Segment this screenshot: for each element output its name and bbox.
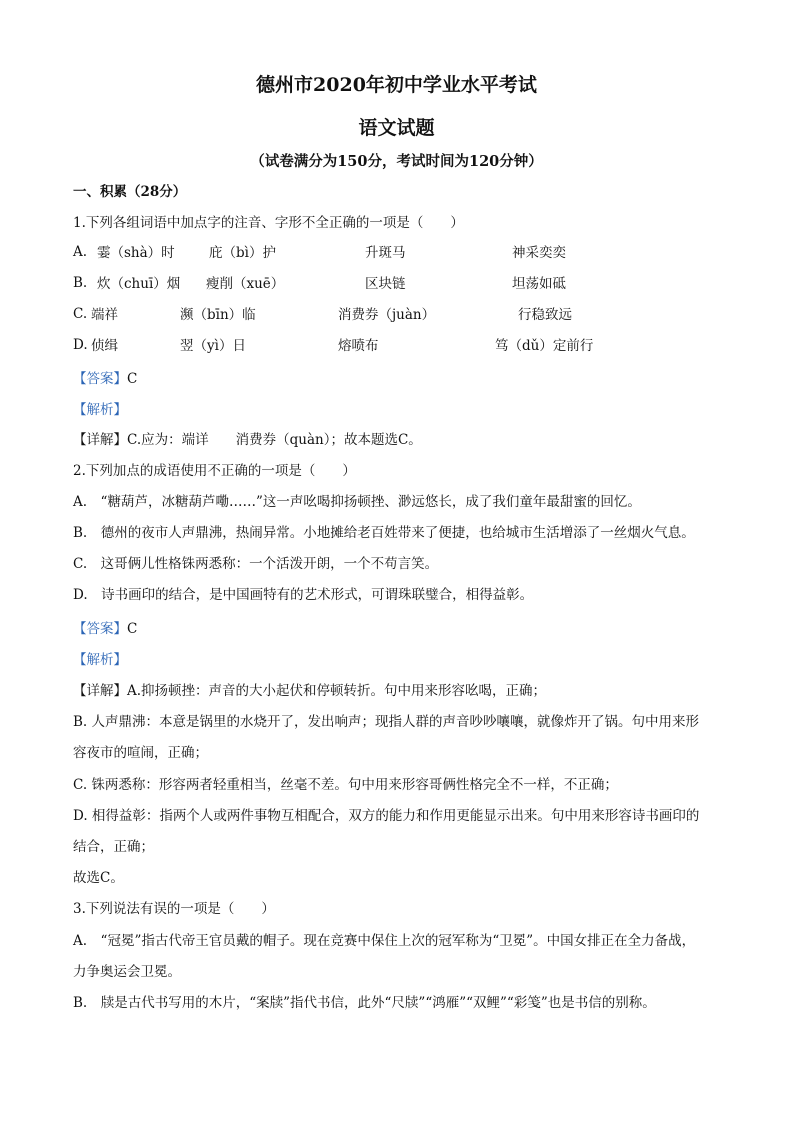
q1-option-label: D. (73, 337, 88, 353)
q1-option-label: B. (73, 275, 88, 291)
detail-text: A.抑扬顿挫：声音的大小起伏和停顿转折。句中用来形容吆喝，正确； (127, 683, 547, 699)
detail-tag: 【详解】 (73, 432, 127, 448)
answer-tag: 【答案】 (73, 371, 127, 387)
answer-value: C (127, 621, 138, 637)
exam-subtitle: 语文试题 (358, 117, 435, 139)
q2-analysis-tag: 【解析】 (73, 652, 127, 668)
q1-word: 翌（yì）日 (180, 338, 246, 354)
exam-note: （试卷满分为150分，考试时间为120分钟） (250, 153, 543, 170)
q2-detail-line: 容夜市的喧闹，正确； (73, 745, 208, 761)
answer-tag: 【答案】 (73, 621, 127, 637)
q1-option-label: A. (73, 244, 88, 260)
q2-option-b: B. 德州的夜市人声鼎沸，热闹异常。小地摊给老百姓带来了便捷，也给城市生活增添了一丝烟火气息。 (73, 525, 695, 541)
q1-word: 端祥 (91, 307, 118, 323)
q1-word: 庇（bì）护 (209, 245, 276, 261)
q1-word: 炊（chuī）烟 (97, 276, 181, 292)
q2-detail-line: D. 相得益彰：指两个人或两件事物互相配合，双方的能力和作用更能显示出来。句中用来形容诗书画印的 (73, 808, 700, 824)
q1-word: 濒（bīn）临 (180, 307, 256, 323)
q1-word: 消费券（juàn） (338, 307, 436, 323)
detail-tag: 【详解】 (73, 683, 127, 699)
q1-answer (73, 370, 137, 388)
q1-word: 瘦削（xuē） (206, 276, 285, 292)
q2-answer (73, 620, 137, 638)
q1-option-label: C. (73, 306, 88, 322)
answer-value: C (127, 371, 138, 387)
q2-option-a: A. “糖葫芦，冰糖葫芦嘞……”这一声吆喝抑扬顿挫、渺远悠长，成了我们童年最甜蜜的回忆。 (73, 494, 641, 510)
q2-detail-line: 结合，正确； (73, 839, 154, 855)
detail-text: C.应为：端详 消费券（quàn）；故本题选C。 (127, 432, 422, 448)
q1-word: 笃（dǔ）定前行 (495, 338, 594, 354)
q3-line: A. “冠冕”指古代帝王官员戴的帽子。现在竞赛中保住上次的冠军称为“卫冕”。中国女排正在全力备战， (73, 933, 696, 949)
q2-detail-line (73, 682, 546, 700)
q2-option-d: D. 诗书画印的结合，是中国画特有的艺术形式，可谓珠联璧合，相得益彰。 (73, 587, 534, 603)
q1-word: 行稳致远 (518, 307, 572, 323)
q2-detail-line: B. 人声鼎沸：本意是锅里的水烧开了，发出响声；现指人群的声音吵吵嚷嚷，就像炸开了锅。句中用来形 (73, 714, 700, 730)
q3-stem: 3.下列说法有误的一项是（ ） (73, 901, 275, 917)
q3-line: B. 牍是古代书写用的木片，“案牍”指代书信，此外“尺牍”“鸿雁”“双鲤”“彩笺”也是书信的别称。 (73, 995, 656, 1011)
q1-word: 坦荡如砥 (512, 276, 566, 292)
q1-word: 侦缉 (91, 338, 118, 354)
q1-word: 升斑马 (365, 245, 406, 261)
q2-detail-line: C. 铢两悉称：形容两者轻重相当，丝毫不差。句中用来形容哥俩性格完全不一样，不正确； (73, 777, 618, 793)
section-heading: 一、积累（28分） (73, 184, 187, 200)
q1-detail (73, 431, 422, 449)
q1-analysis-tag: 【解析】 (73, 402, 127, 418)
q2-detail-line: 故选C。 (73, 870, 124, 886)
q1-word: 区块链 (365, 276, 406, 292)
exam-title: 德州市2020年初中学业水平考试 (256, 74, 537, 96)
q1-word: 熔喷布 (338, 338, 379, 354)
q1-stem: 1.下列各组词语中加点字的注音、字形不全正确的一项是（ ） (73, 215, 464, 231)
q1-word: 神采奕奕 (512, 245, 566, 261)
q2-stem: 2.下列加点的成语使用不正确的一项是（ ） (73, 463, 356, 479)
q1-word: 霎（shà）时 (97, 245, 175, 261)
q2-option-c: C. 这哥俩儿性格铢两悉称：一个活泼开朗，一个不苟言笑。 (73, 556, 439, 572)
q3-line: 力争奥运会卫冕。 (73, 964, 181, 980)
